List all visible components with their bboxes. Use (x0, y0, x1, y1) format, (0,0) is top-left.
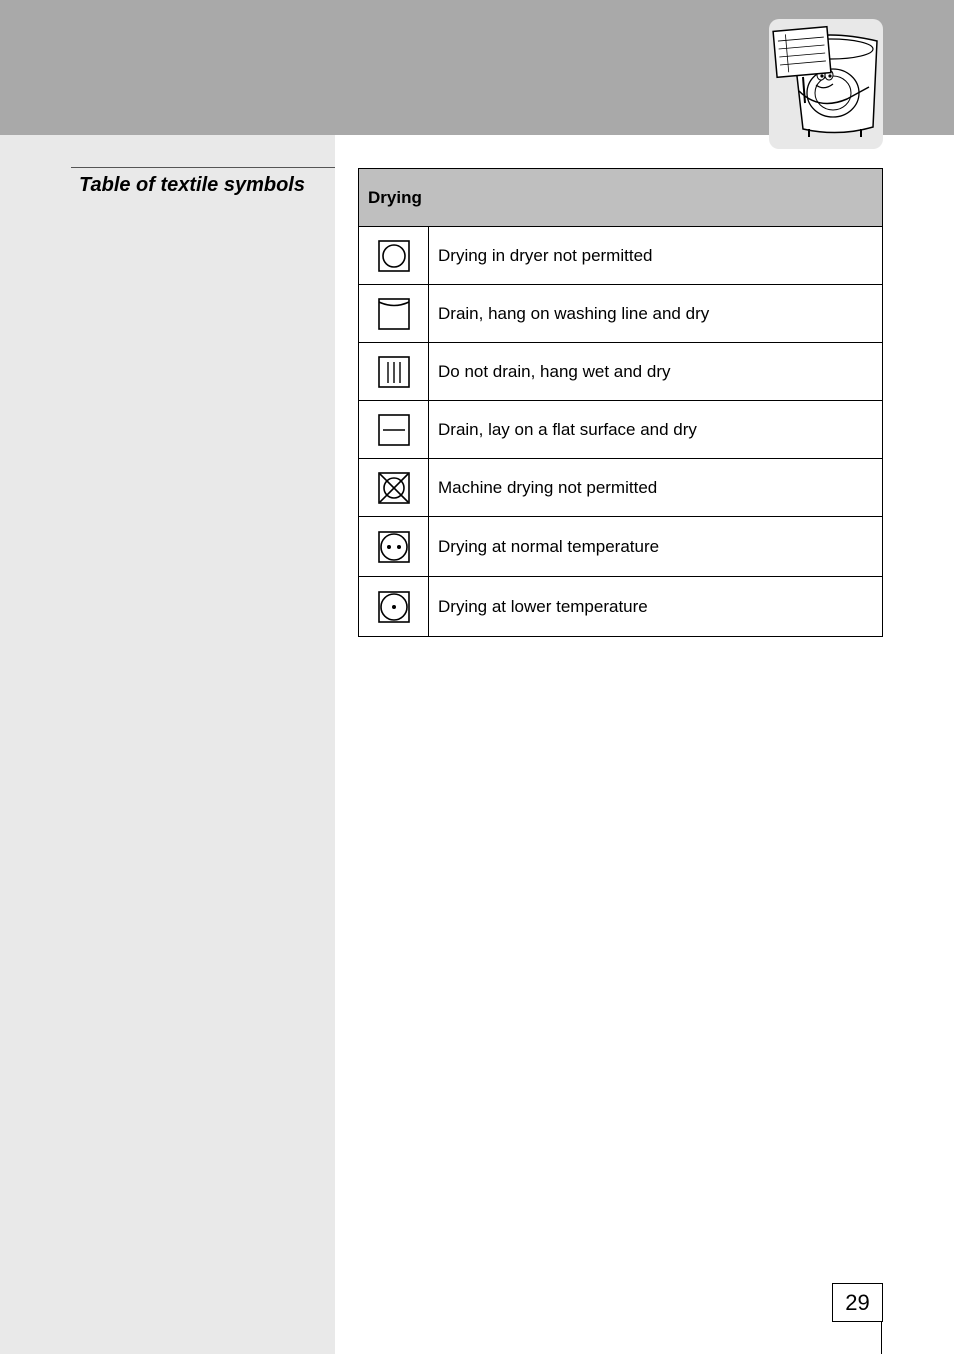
page-number: 29 (832, 1283, 883, 1322)
dry-flat-icon (378, 414, 410, 446)
table-row (359, 285, 883, 343)
symbol-description: Drying in dryer not permitted (429, 227, 883, 285)
symbol-cell (359, 227, 429, 285)
table-row (359, 343, 883, 401)
table-header: Drying (359, 169, 883, 227)
section-title: Table of textile symbols (79, 174, 305, 196)
table-row (359, 227, 883, 285)
table-row (359, 517, 883, 577)
drip-dry-icon (378, 356, 410, 388)
tumble-dry-icon (378, 240, 410, 272)
symbol-description: Drain, hang on washing line and dry (429, 285, 883, 343)
symbol-cell (359, 577, 429, 637)
symbol-description: Do not drain, hang wet and dry (429, 343, 883, 401)
symbol-description: Drying at normal temperature (429, 517, 883, 577)
tumble-dry-normal-icon (378, 531, 410, 563)
symbol-description: Drying at lower temperature (429, 577, 883, 637)
symbol-description: Machine drying not permitted (429, 459, 883, 517)
textile-symbols-table (358, 168, 883, 637)
tumble-dry-low-icon (378, 591, 410, 623)
symbol-cell (359, 459, 429, 517)
page-number-rule (881, 1321, 882, 1354)
symbol-cell (359, 517, 429, 577)
table-row (359, 459, 883, 517)
line-dry-icon (378, 298, 410, 330)
symbol-cell (359, 343, 429, 401)
symbol-description: Drain, lay on a flat surface and dry (429, 401, 883, 459)
table-header-row (359, 169, 883, 227)
section-rule (71, 167, 335, 168)
symbol-cell (359, 401, 429, 459)
symbol-cell (359, 285, 429, 343)
do-not-tumble-dry-icon (378, 472, 410, 504)
sidebar-column (0, 135, 335, 1354)
washing-machine-mascot-icon (769, 19, 883, 149)
table-row (359, 577, 883, 637)
table-row (359, 401, 883, 459)
